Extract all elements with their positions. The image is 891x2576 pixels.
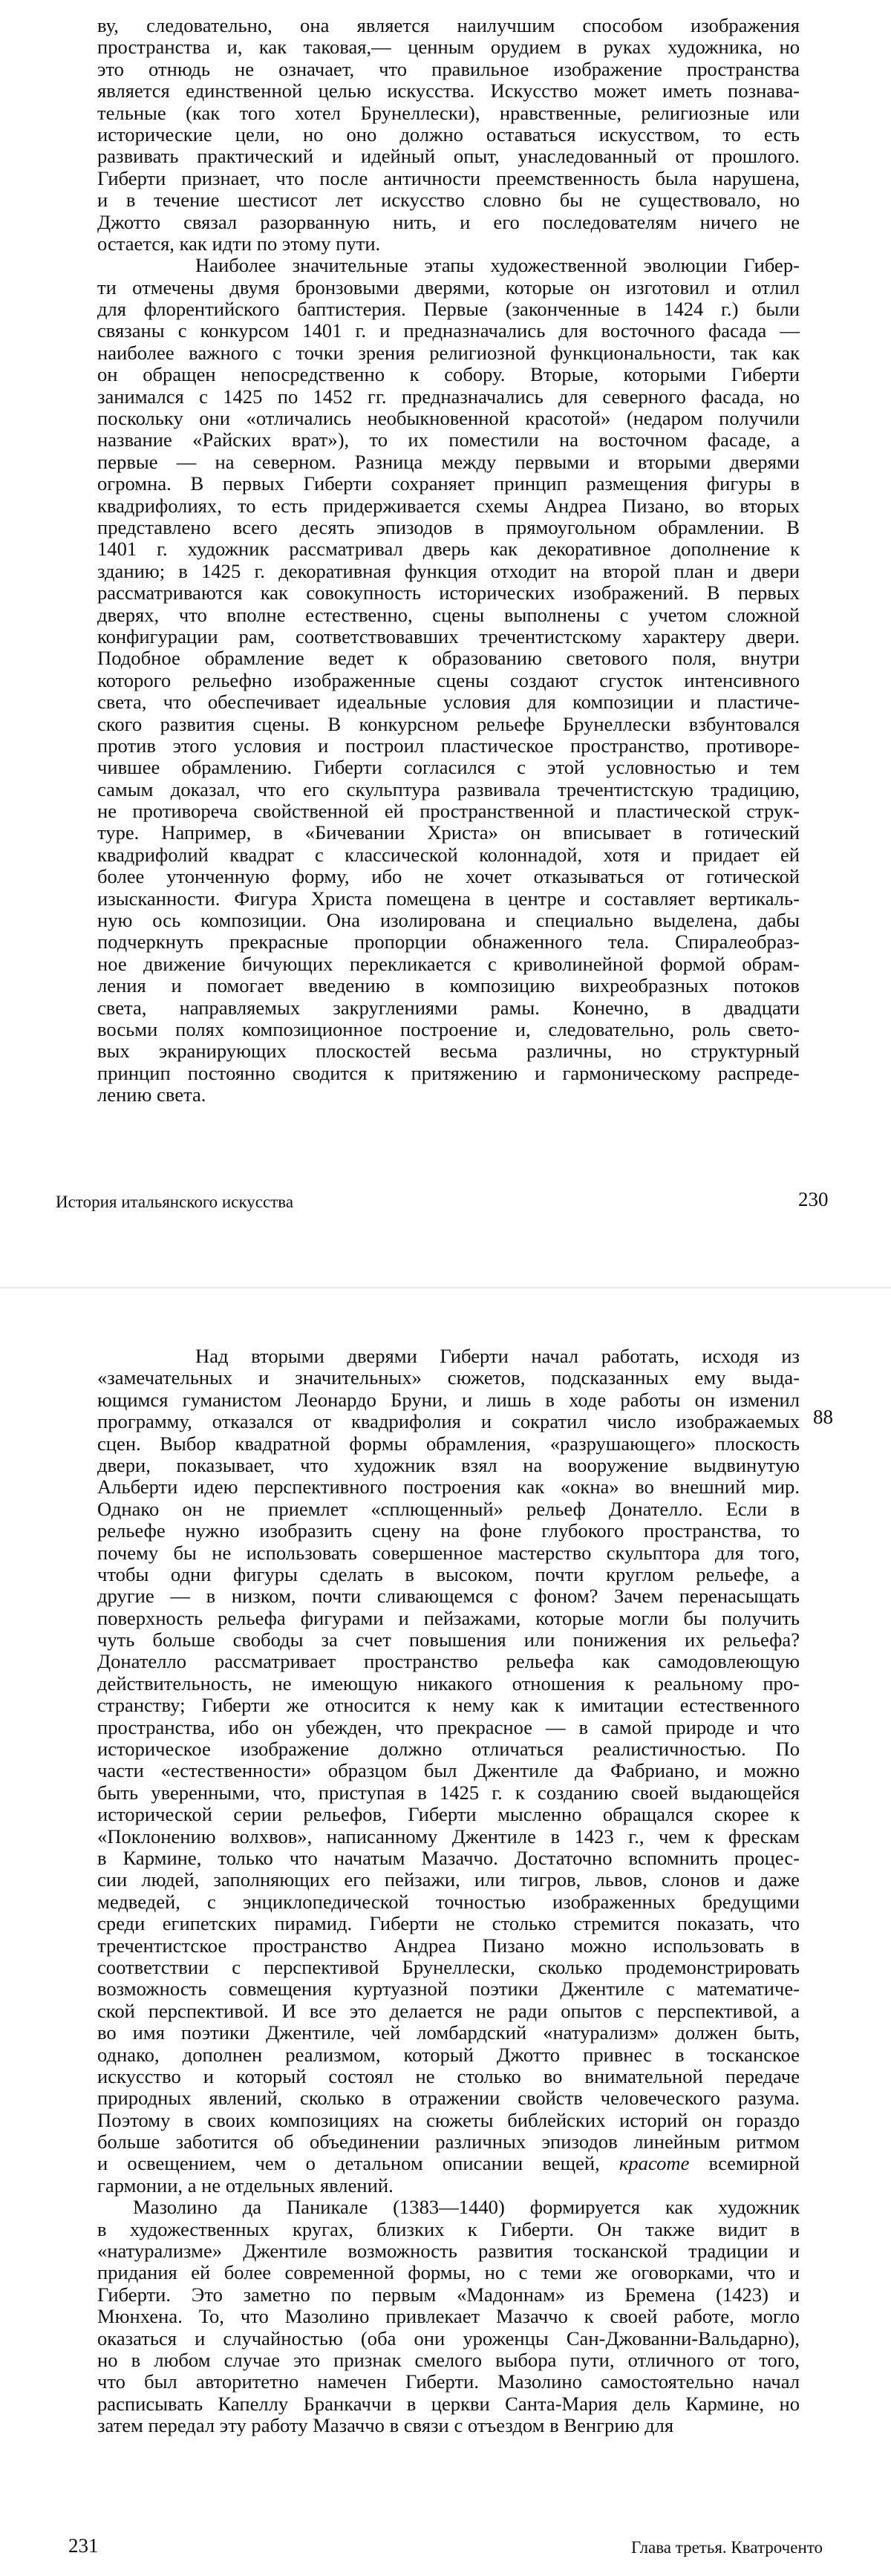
text-line: вых экранирующих плоскостей весьма различны, но структурный [97, 1040, 800, 1063]
text-line: ву, следовательно, она является наилучшим способом изображения [97, 14, 800, 36]
text-line: для флорентийского баптистерия. Первые (законченные в 1424 г.) были [97, 298, 800, 321]
text-line: Гиберти. Это заметно по первым «Мадоннам» из Бремена (1423) и [97, 2283, 800, 2306]
text-line: в Кармине, только что начатым Мазаччо. Достаточно вспомнить процес- [97, 1846, 800, 1869]
text-line: однако, дополнен реализмом, который Джотто привнес в тосканское [97, 2043, 800, 2066]
text-line: света, что обеспечивает идеальные условия для композиции и пластиче- [97, 691, 800, 714]
text-line: квадрифолиях, то есть придерживается схемы Андреа Пизано, во вторых [97, 494, 800, 517]
text-line: чтобы одни фигуры сделать в высоком, почти круглом рельефе, а [97, 1562, 800, 1585]
text-line: оказаться и случайностью (оба они уроженцы Сан-Джованни-Вальдарно), [97, 2326, 800, 2350]
text-line: Подобное обрамление ведет к образованию светового поля, внутри [97, 647, 800, 670]
text-line: чившее обрамлению. Гиберти согласился с этой условностью и тем [97, 756, 800, 779]
text-line: дверях, что вполне естественно, сцены выполнены с учетом сложной [97, 603, 800, 626]
text-line: остается, как идти по этому пути. [97, 232, 381, 255]
text-line: природных явлений, сколько в отражении свойств человеческого разума. [97, 2087, 800, 2110]
text-line: Альберти идею перспективного построения как «окна» во внешний мир. [97, 1476, 800, 1499]
text-line: поскольку они «отличались необыкновенной красотой» (недаром получили [97, 407, 800, 430]
text-line: ющимся гуманистом Леонардо Бруни, и лишь в ходе работы он изменил [97, 1388, 800, 1411]
text-line: 1401 г. художник рассматривал дверь как декоративное дополнение к [97, 538, 800, 561]
text-line: во имя поэтики Джентиле, чей ломбардский «натурализм» должен быть, [97, 2021, 800, 2044]
text-line: затем передал эту работу Мазаччо в связи с отъездом в Венгрию для [97, 2414, 674, 2437]
text-line: возможность совмещения куртуазной поэтики Джентиле с математиче- [97, 1977, 800, 2001]
text-line: Над вторыми дверями Гиберти начал работать, исходя из [195, 1345, 800, 1367]
running-footer-chapter-title: Глава третья. Кватроченто [631, 2538, 823, 2557]
text-line: занимался с 1425 по 1452 гг. предназначались для северного фасада, но [97, 385, 800, 408]
text-line: в художественных кругах, близких к Гиберти. Он также видит в [97, 2217, 800, 2240]
text-line: Гиберти признает, что после античности преемственность была нарушена, [97, 166, 800, 189]
text-line: Наиболее значительные этапы художественной эволюции Гибер- [195, 254, 800, 277]
text-line: быть уверенными, что, приступая в 1425 г. к созданию своей выдающейся [97, 1781, 800, 1804]
text-line: чуть больше свободы за счет повышения или понижения их рельефа? [97, 1628, 800, 1651]
text-line: «натурализме» Джентиле возможность развития тосканской традиции и [97, 2240, 800, 2263]
text-line: это отнюдь не означает, что правильное изображение пространства [97, 57, 800, 80]
text-line: ную ось композиции. Она изолирована и специально выделена, дабы [97, 909, 800, 932]
text-line: медведей, с энциклопедической точностью изображенных бредущими [97, 1890, 800, 1913]
text-line: ти отмечены двумя бронзовыми дверями, которые он изготовил и отлил [97, 275, 800, 299]
text-line: «Поклонению волхвов», написанному Джентиле в 1423 г., чем к фрескам [97, 1825, 800, 1848]
page-number: 231 [68, 2534, 99, 2557]
text-line: программу, отказался от квадрифолия и сократил число изображаемых [97, 1410, 800, 1433]
text-line: которого рельефно изображенные сцены создают сгусток интенсивного [97, 668, 800, 691]
text-line: света, направляемых закруглениями рамы. Конечно, в двадцати [97, 996, 800, 1019]
text-line: соответствии с перспективой Брунеллески, сколько продемонстрировать [97, 1955, 800, 1978]
text-line: зданию; в 1425 г. декоративная функция отходит на второй план и двери [97, 559, 800, 582]
text-line: лению света. [97, 1083, 206, 1106]
text-line: поверхность рельефа фигурами и пейзажами, которые могли бы получить [97, 1606, 800, 1629]
page-230-text [97, 15, 800, 1106]
text-line: Мюнхена. То, что Мазолино привлекает Мазаччо к своей работе, могло [97, 2305, 800, 2328]
text-line: историческое изображение должно отличаться реалистичностью. По [97, 1738, 800, 1761]
text-line: тречентистское пространство Андреа Пизано можно использовать в [97, 1934, 800, 1957]
text-line: Донателло рассматривает пространство рельефа как самодовлеющую [97, 1650, 800, 1673]
text-line: среди египетских пирамид. Гиберти не столько стремится показать, что [97, 1912, 800, 1935]
text-line: представлено всего десять эпизодов в прямоугольном обрамлении. В [97, 515, 800, 538]
text-line: и в течение шестисот лет искусство словно бы не существовало, но [97, 189, 800, 212]
text-line: развивать практический и идейный опыт, унаследованный от прошлого. [97, 145, 800, 168]
text-line: огромна. В первых Гиберти сохраняет принцип размещения фигуры в [97, 472, 800, 495]
text-line: первые — на северном. Разница между первыми и вторыми дверями [97, 450, 800, 473]
running-footer-book-title: История итальянского искусства [56, 1193, 294, 1211]
text-line: искусство и который состоял не столько во внимательной передаче [97, 2064, 800, 2087]
text-line: Джотто связал разорванную нить, и его последователям ничего не [97, 210, 800, 233]
text-line: что был авторитетно намечен Гиберти. Мазолино самостоятельно начал [97, 2370, 800, 2393]
text-line: связаны с конкурсом 1401 г. и предназначались для восточного фасада — [97, 319, 800, 342]
illustration-reference-number: 88 [813, 1406, 833, 1428]
text-line: расписывать Капеллу Бранкаччи в церкви Санта-Мария дель Кармине, но [97, 2392, 800, 2415]
text-line: гармонии, а не отдельных явлений. [97, 2174, 394, 2197]
text-line: части «естественности» образцом был Джентиле да Фабриано, и можно [97, 1759, 800, 1782]
text-line: Мазолино да Паникале (1383—1440) формируется как художник [133, 2196, 800, 2219]
text-line: название «Райских врат»), то их поместили на восточном фасаде, а [97, 428, 800, 451]
text-line: другие — в низком, почти сливающемся с фоном? Зачем перенасыщать [97, 1585, 800, 1608]
text-line: сии людей, заполняющих его пейзажи, или тигров, львов, слонов и даже [97, 1868, 800, 1891]
text-line: самым доказал, что его скульптура развивала тречентистскую традицию, [97, 777, 800, 800]
text-line: принцип постоянно сводится к притяжению и гармоническому распреде- [97, 1061, 800, 1084]
text-line: туре. Например, в «Бичевании Христа» он вписывает в готический [97, 821, 800, 844]
text-line: рассматриваются как совокупность исторических изображений. В первых [97, 581, 800, 604]
text-line: странству; Гиберти же относится к нему как к имитации естественного [97, 1694, 800, 1717]
text-line: рельефе нужно изобразить сцену на фоне глубокого пространства, то [97, 1519, 800, 1542]
text-line: конфигурации рам, соответствовавших тречентистскому характеру двери. [97, 625, 800, 648]
text-fragment: всемирной [689, 2152, 800, 2175]
text-line: почему бы не использовать совершенное мастерство скульптора для того, [97, 1541, 800, 1564]
text-line: Поэтому в своих композициях на сюжеты библейских историй он гораздо [97, 2108, 800, 2131]
text-line: ное движение бичующих перекликается с криволинейной формой обрам- [97, 952, 800, 975]
text-line: ления и помогает введению в композицию вихреобразных потоков [97, 974, 800, 997]
page-231-text [97, 1346, 800, 2437]
text-line: восьми полях композиционное построение и, следовательно, роль свето- [97, 1017, 800, 1040]
text-line: наиболее важного с точки зрения религиозной функциональности, так как [97, 341, 800, 364]
text-line: исторические цели, но оно должно оставаться искусством, то есть [97, 123, 800, 146]
text-line: изысканности. Фигура Христа помещена в центре и составляет вертикаль- [97, 887, 800, 910]
text-line: квадрифолий квадрат с классической колоннадой, хотя и придает ей [97, 843, 800, 866]
text-line: он обращен непосредственно к собору. Вторые, которыми Гиберти [97, 363, 800, 386]
page-number: 230 [798, 1188, 829, 1210]
text-line: пространства и, как таковая,— ценным орудием в руках художника, но [97, 36, 800, 59]
text-line: тельные (как того хотел Брунеллески), нравственные, религиозные или [97, 101, 800, 124]
text-line: исторической серии рельефов, Гиберти мысленно обращался скорее к [97, 1803, 800, 1826]
text-line: подчеркнуть прекрасные пропорции обнаженного тела. Спиралеобраз- [97, 930, 800, 953]
text-line: но в любом случае это признак смелого выбора пути, отличного от того, [97, 2348, 800, 2371]
page-231 [0, 1288, 891, 2576]
text-line: двери, показывает, что художник взял на вооружение выдвинутую [97, 1453, 800, 1476]
text-line: ской перспективой. И все это делается не ради опытов с перспективой, а [97, 1999, 800, 2022]
italic-word: красоте [619, 2152, 690, 2175]
text-line: «замечательных и значительных» сюжетов, подсказанных ему выда- [97, 1366, 800, 1389]
text-line: не противореча свойственной ей пространственной и пластической струк- [97, 800, 800, 823]
text-line: больше заботится об объединении различных эпизодов линейным ритмом [97, 2130, 800, 2153]
text-line: ского развития сцены. В конкурсном рельефе Брунеллески взбунтовался [97, 712, 800, 735]
text-line: Однако он не приемлет «сплющенный» рельеф Донателло. Если в [97, 1497, 800, 1520]
text-line: более утонченную форму, ибо не хочет отказываться от готической [97, 865, 800, 888]
text-line: придания ей более современной формы, но с теми же оговорками, что и [97, 2261, 800, 2284]
text-line: сцен. Выбор квадратной формы обрамления, «разрушающего» плоскость [97, 1432, 800, 1455]
text-line: против этого условия и построил пластическое пространство, противоре- [97, 734, 800, 757]
text-line: и освещением, чем о детальном описании вещей, красоте всемирной [97, 2152, 800, 2175]
text-line: является единственной целью искусства. Искусство может иметь познава- [97, 79, 800, 102]
text-line: действительность, не имеющую никакого отношения к реальному про- [97, 1672, 800, 1695]
text-line: пространства, ибо он убежден, что прекрасное — в самой природе и что [97, 1715, 800, 1738]
